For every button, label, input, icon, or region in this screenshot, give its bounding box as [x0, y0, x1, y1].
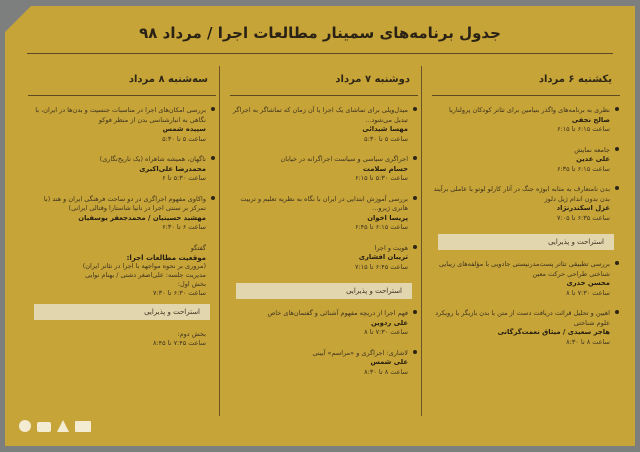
session-speaker: علی شمس	[370, 358, 408, 366]
session-item	[230, 309, 418, 338]
title-divider	[27, 53, 613, 54]
session-time: ساعت ۵:۳۰ تا ۶:۱۵	[354, 174, 408, 182]
day-divider	[432, 95, 620, 96]
panel-part-time: ساعت ۶:۳۰ تا ۷:۳۰	[152, 288, 206, 297]
schedule-card	[5, 6, 635, 446]
break-banner: استراحت و پذیرایی	[34, 304, 210, 320]
day-divider	[28, 95, 216, 96]
session-time: ساعت ۶ تا ۶:۳۰	[162, 223, 206, 231]
sponsor-logo-icon	[37, 422, 51, 432]
session-item	[432, 309, 620, 347]
session-item	[28, 106, 216, 144]
day-divider	[230, 95, 418, 96]
day-heading: یکشنبه ۶ مرداد	[538, 74, 612, 85]
session-item	[230, 349, 418, 378]
session-title: لاشاری: اجراگری و «مراسم» آیینی	[312, 348, 408, 357]
bullet-icon	[413, 350, 417, 354]
session-item	[432, 185, 620, 223]
day-column-tuesday	[28, 66, 216, 416]
panel-heading: گفتگو	[190, 243, 206, 252]
bullet-icon	[211, 107, 215, 111]
session-title: واکاوی مفهوم اجراگری در دو ساحت فرهنگی ایران و هند (با تمرکز بر سنتی اجرا در نانیا شاستارا وقتالی ایرانی)	[43, 194, 206, 212]
sponsor-logo-icon	[19, 420, 31, 432]
session-title: اهیین و تحلیل قرائت دریافت دست از متن با بدن بازیگر با رویکرد علوم شناختی	[435, 309, 610, 327]
session-item	[230, 244, 418, 273]
session-item	[230, 155, 418, 184]
session-item	[432, 106, 620, 135]
session-speaker: محمدرضا علی‌اکبری	[139, 164, 206, 173]
session-item	[230, 106, 418, 144]
session-speaker: محسن خدری	[566, 279, 610, 287]
bullet-icon	[615, 310, 619, 314]
session-item	[432, 146, 620, 175]
sponsor-logos	[19, 416, 99, 432]
session-speaker: علی ردوین	[371, 318, 408, 327]
session-title: بررسی آموزش ابتدایی در ایران با نگاه به نظریه تعلیم و تربیت هانری ژیرو...	[240, 194, 408, 212]
bullet-icon	[211, 156, 215, 160]
session-speaker: صالح نجفی	[571, 115, 610, 124]
bullet-icon	[615, 261, 619, 265]
session-title: هویت و اجرا	[374, 243, 408, 252]
bullet-icon	[413, 245, 417, 249]
bullet-icon	[615, 147, 619, 151]
session-title: بدن نامتعارف به مثابه ابوژه جنگ در آثار کارلو لوتو با عاملی برآیند بدن بدون اندام ژیل دلوز	[433, 185, 610, 203]
session-title: بررسی امکان‌های اجرا در مناسبات جنسیت و بدن‌ها در ایران، با نگاهی به انبارشناسی بدن از منظر فوکو	[35, 106, 206, 124]
bullet-icon	[615, 186, 619, 190]
session-item	[432, 260, 620, 298]
session-title: اجراگری سیاسی و سیاست اجراگرانه در خیابان	[280, 155, 408, 163]
day-heading: سه‌شنبه ۸ مرداد	[128, 74, 208, 85]
session-time: ساعت ۶:۳۵ تا ۷:۰۵	[556, 213, 610, 222]
day-heading: دوشنبه ۷ مرداد	[335, 74, 410, 85]
session-speaker: حسام سلامت	[363, 164, 408, 173]
panel-title: موقعیت مطالعات اجرا:	[126, 253, 206, 262]
session-time: ساعت ۶:۱۵ تا ۶:۴۵	[354, 223, 408, 231]
session-time: ساعت ۵ تا ۵:۳۰	[364, 134, 408, 143]
session-title: فهم اجرا از دریچه مفهوم آشنائی و گفتمان‌های خاص	[267, 309, 408, 317]
session-item	[28, 155, 216, 184]
bullet-icon	[413, 107, 417, 111]
session-time: ساعت ۵ تا ۵:۳۰	[162, 134, 206, 143]
session-speaker: مهسا شیدائی	[362, 125, 408, 133]
bullet-icon	[211, 196, 215, 200]
session-speaker: علی عدین	[576, 155, 610, 163]
page-title: جدول برنامه‌های سمینار مطالعات اجرا / مرداد ۹۸	[139, 24, 501, 42]
bullet-icon	[413, 310, 417, 314]
sponsor-logo-icon	[75, 421, 91, 432]
bullet-icon	[413, 156, 417, 160]
session-item	[230, 195, 418, 233]
break-banner: استراحت و پذیرایی	[438, 234, 614, 250]
day-column-sunday	[432, 66, 620, 416]
session-time: ساعت ۷:۳۰ تا ۸	[566, 288, 610, 297]
session-time: ساعت ۶:۴۵ تا ۷:۱۵	[354, 262, 408, 271]
session-title: جامعه نمایش	[574, 145, 610, 154]
session-time: ساعت ۸ تا ۸:۳۰	[566, 337, 610, 346]
session-time: ساعت ۸ تا ۸:۳۰	[364, 367, 408, 376]
session-item	[28, 195, 216, 233]
panel-part-time: ساعت ۷:۴۵ تا ۸:۴۵	[152, 338, 206, 347]
session-time: ساعت ۵:۳۰ تا ۶	[162, 174, 206, 182]
session-speaker: تریبان افشاری	[358, 253, 408, 261]
column-divider	[421, 66, 422, 416]
session-title: بررسی تطبیقی تئاتر پست‌مدرنیستی جادویی با مؤلفه‌های زیبایی شناختی طراحی حرکت معین	[438, 260, 610, 278]
session-speaker: مهشید حسینیان / محمدجعفر یوسفیان	[78, 213, 206, 222]
session-time: ساعت ۶:۱۵ تا ۶:۳۵	[556, 164, 610, 173]
session-time: ساعت ۶:۱۵ تا ۶:۱۵	[556, 125, 610, 133]
bullet-icon	[413, 196, 417, 200]
session-speaker: هاجر سعیدی / میثاق نعمت‌گرگانی	[497, 328, 610, 336]
break-banner: استراحت و پذیرایی	[236, 283, 412, 299]
session-speaker: پریسا اخوان	[367, 213, 408, 222]
session-speaker: غزل اسکندرنژاد	[556, 204, 610, 212]
day-column-monday	[230, 66, 418, 416]
bullet-icon	[615, 107, 619, 111]
panel-part-label: بخش دوم:	[177, 329, 206, 338]
session-speaker: سپیده شمس	[162, 125, 206, 133]
session-title: میدل‌ویلی برای تماشای یک اجرا یا آن زمان که تماشاگر به اجراگر تبدیل می‌شود...	[232, 106, 408, 124]
panel-moderator: مدیریت جلسه: علی‌اصغر دشتی / بهنام نوایی	[85, 270, 206, 279]
session-time: ساعت ۷:۳۰ تا ۸	[364, 328, 408, 336]
column-divider	[219, 66, 220, 416]
session-title: ناگهان، همیشه شاهراه (یک تاریخ‌نگاری)	[99, 155, 206, 163]
session-title: نظری به برنامه‌های واگذر بنیامین برای تئاتر کودکان پرولتاریا	[449, 106, 610, 114]
sponsor-logo-icon	[57, 420, 69, 432]
panel-subtitle: (مروری بر نحوه مواجهه با اجرا در تئاتر ایران)	[82, 261, 206, 270]
panel-part-label: بخش اول:	[177, 279, 206, 288]
